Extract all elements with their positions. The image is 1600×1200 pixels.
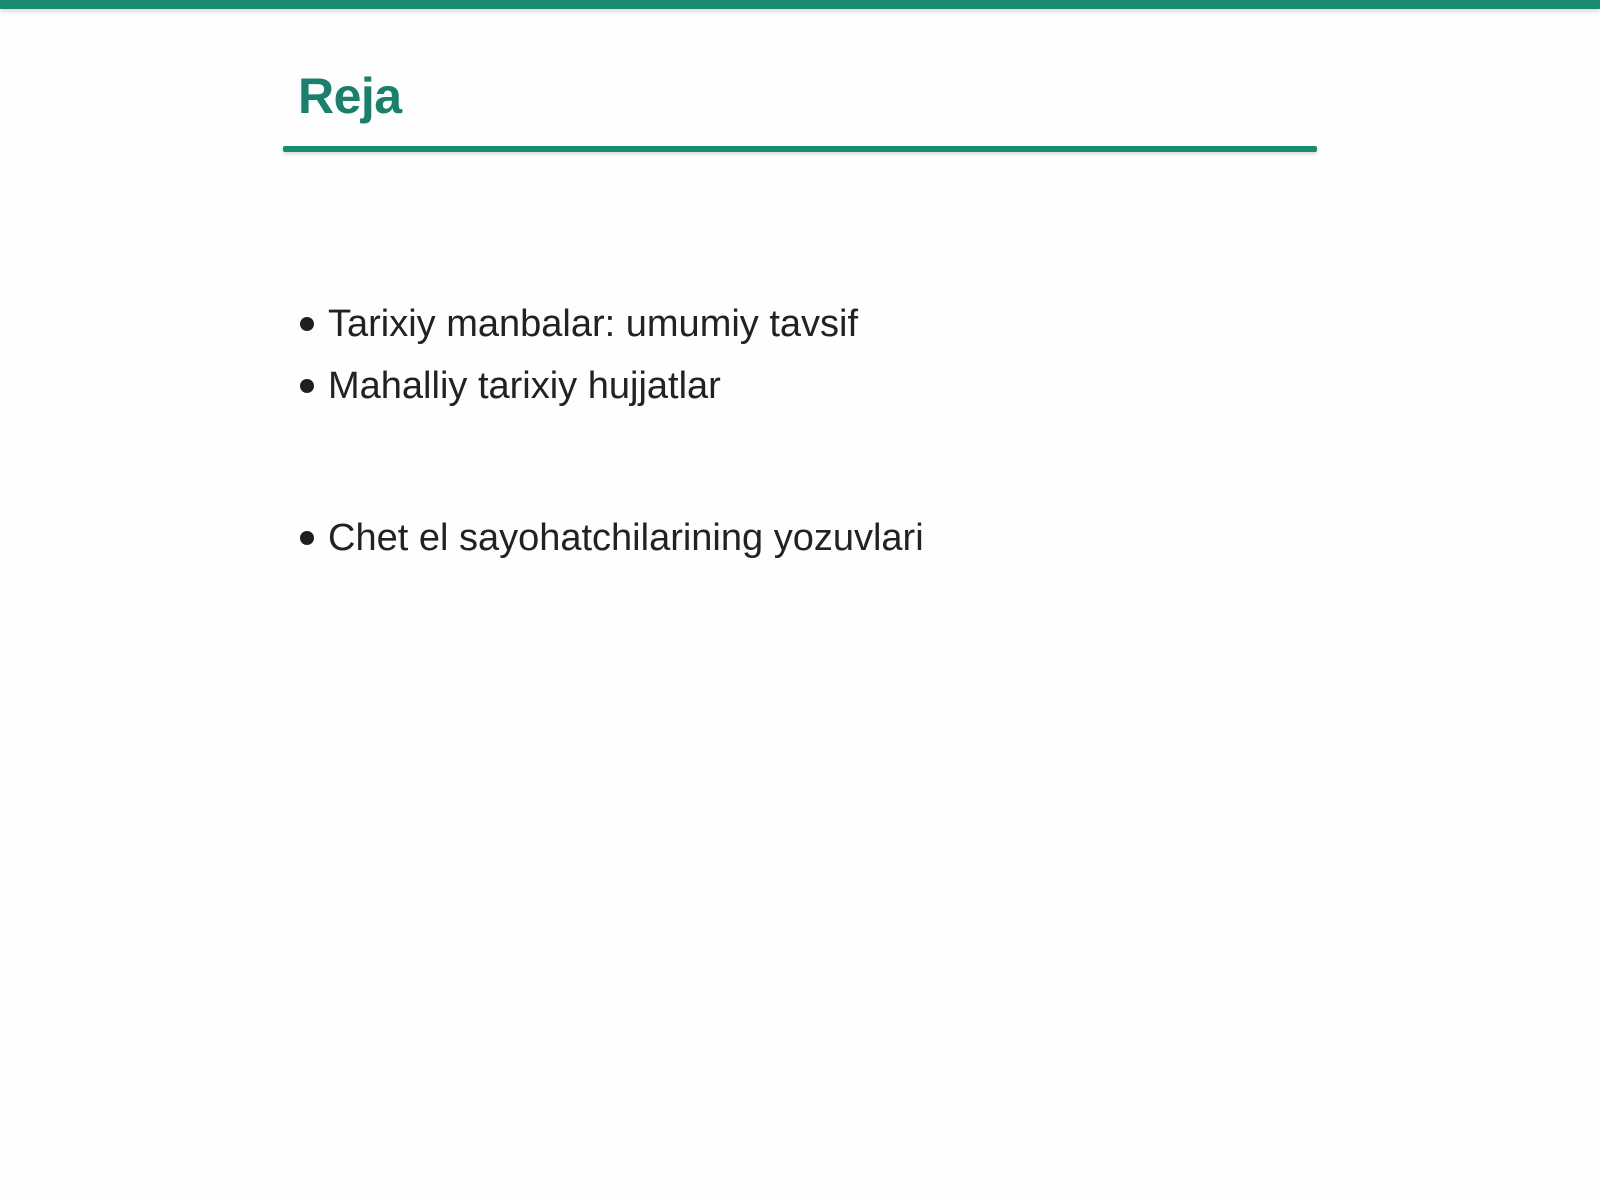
bullet-text: Mahalliy tarixiy hujjatlar	[328, 364, 721, 407]
bullet-list	[300, 278, 924, 674]
top-accent-bar	[0, 0, 1600, 9]
bullet-text: Chet el sayohatchilarining yozuvlari	[328, 516, 924, 559]
title-underline	[283, 146, 1317, 152]
slide-title: Reja	[298, 68, 402, 124]
bullet-icon	[300, 531, 314, 545]
list-item	[300, 310, 924, 462]
list-item	[300, 462, 924, 614]
bullet-icon	[300, 379, 314, 393]
bullet-text: Tarixiy manbalar: umumiy tavsif	[328, 302, 859, 345]
